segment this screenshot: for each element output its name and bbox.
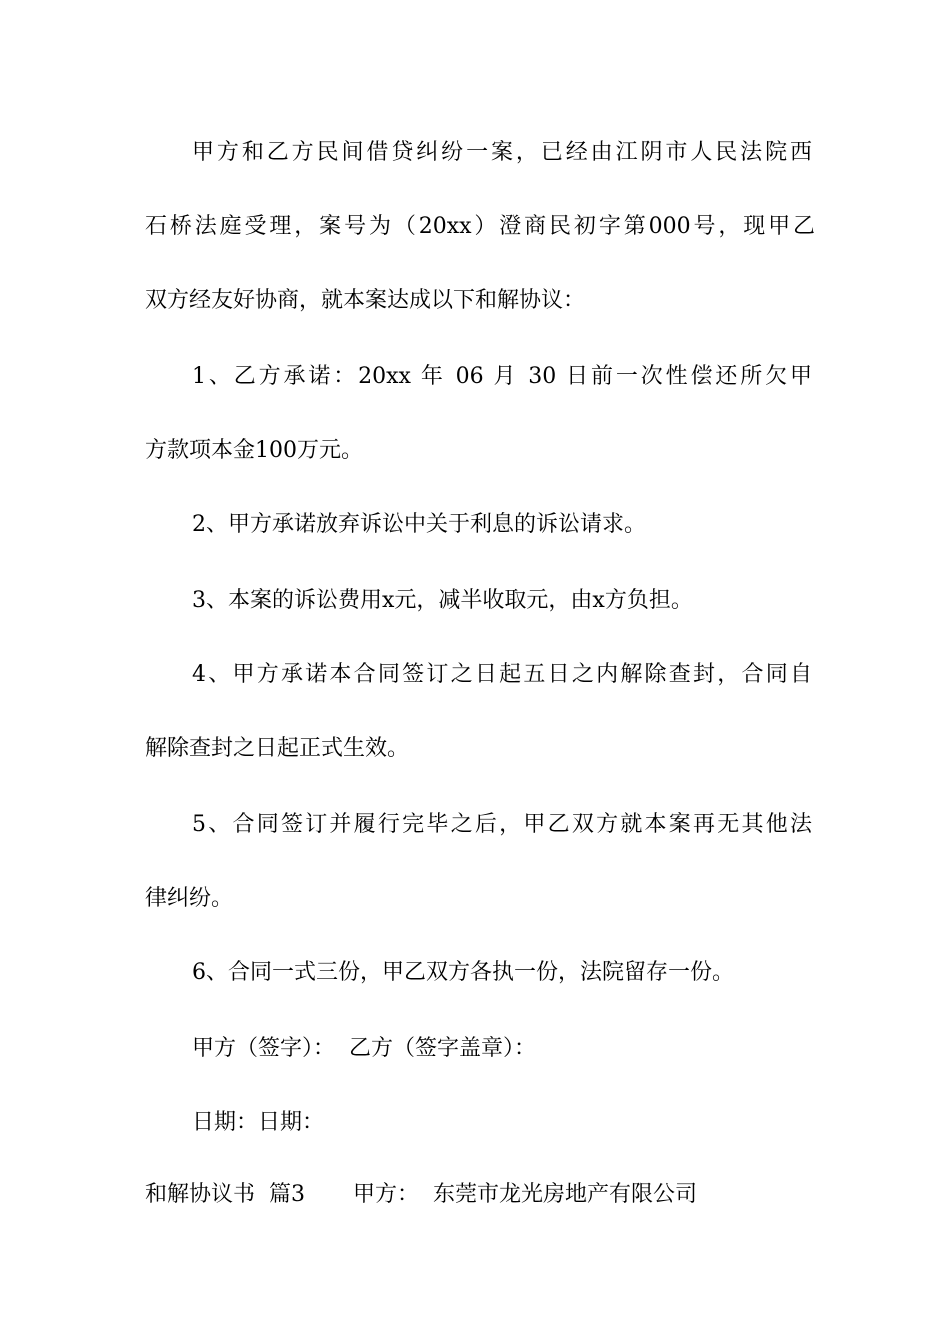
section-heading-row (145, 1180, 697, 1210)
clause-1-line: 方款项本金100万元。 (145, 438, 363, 463)
clause-2-line: 2、甲方承诺放弃诉讼中关于利息的诉讼请求。 (192, 512, 646, 537)
clause-4-line: 4、甲方承诺本合同签订之日起五日之内解除查封，合同自 (192, 662, 812, 687)
clause-3-line: 3、本案的诉讼费用x元，减半收取元，由x方负担。 (192, 588, 693, 613)
paragraph-line: 双方经友好协商，就本案达成以下和解协议： (145, 288, 586, 313)
clause-6-line: 6、合同一式三份，甲乙双方各执一份，法院留存一份。 (192, 960, 734, 985)
paragraph-line: 石桥法庭受理，案号为（20xx）澄商民初字第000号，现甲乙 (145, 214, 815, 239)
paragraph-line: 甲方和乙方民间借贷纠纷一案，已经由江阴市人民法院西 (192, 140, 812, 165)
party-a-line: 甲方： 东莞市龙光房地产有限公司 (352, 1182, 697, 1207)
clause-4-line: 解除查封之日起正式生效。 (145, 736, 410, 761)
section-title: 和解协议书 篇3 (145, 1182, 305, 1207)
clause-1-line: 1、乙方承诺：20xx 年 06 月 30 日前一次性偿还所欠甲 (192, 364, 812, 389)
clause-5-line: 律纠纷。 (145, 886, 234, 911)
clause-5-line: 5、合同签订并履行完毕之后，甲乙双方就本案再无其他法 (192, 812, 812, 837)
signature-line: 甲方（签字）： 乙方（签字盖章）： (192, 1036, 536, 1061)
date-line: 日期：日期： (192, 1110, 325, 1135)
